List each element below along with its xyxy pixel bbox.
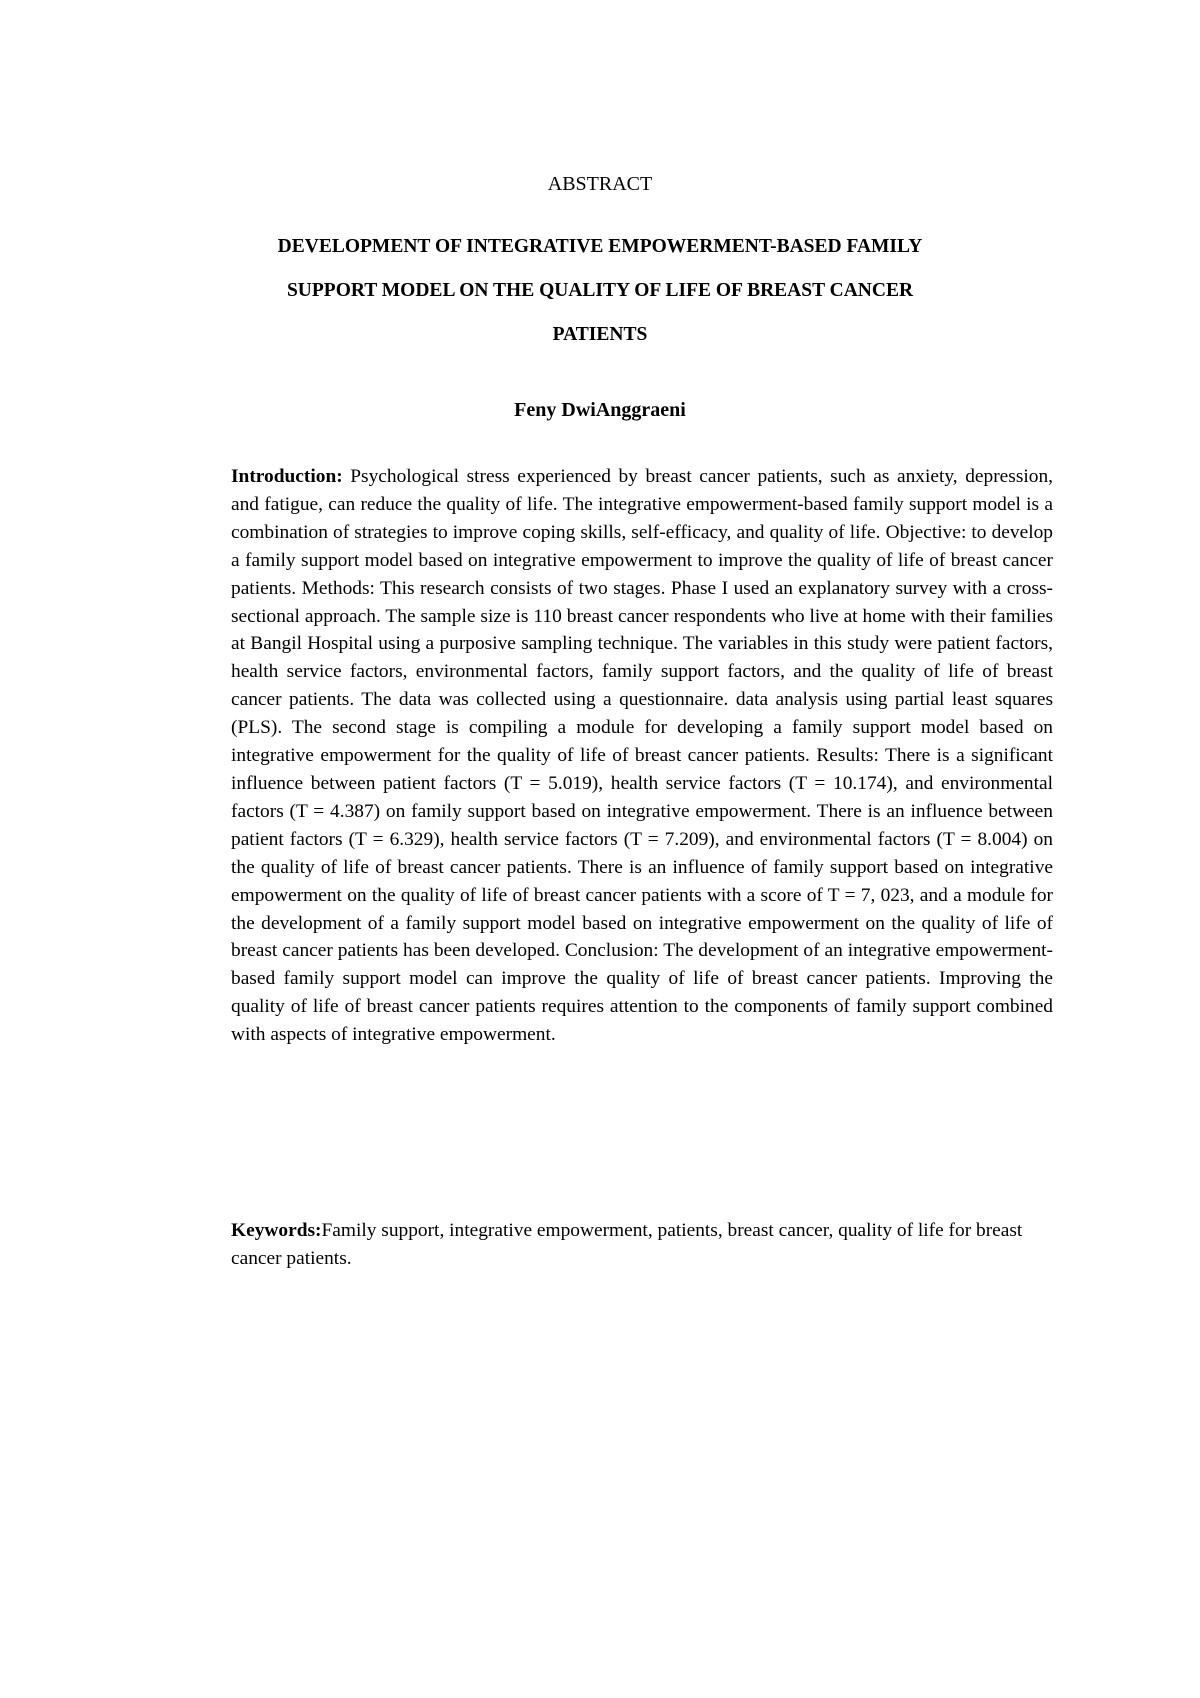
- author-name: Feny DwiAnggraeni: [514, 399, 686, 421]
- paper-title-line-1: DEVELOPMENT OF INTEGRATIVE EMPOWERMENT-BASED FAMILY: [277, 236, 923, 257]
- paper-title-line-3: PATIENTS: [552, 324, 648, 345]
- abstract-paragraph: [231, 463, 1053, 1049]
- abstract-text: Psychological stress experienced by breast cancer patients, such as anxiety, depression, and fatigue, can reduce the quality of life. The integrative empowerment-based family support model is a combination of strategies to improve coping skills, self-efficacy, and quality of life. Objective: to develop a family support model based on integrative empowerment to improve the quality of life of breast cancer patients. Methods: This research consists of two stages. Phase I used an explanatory survey with a cross-sectional approach. The sample size is 110 breast cancer respondents who live at home with their families at Bangil Hospital using a purposive sampling technique. The variables in this study were patient factors, health service factors, environmental factors, family support factors, and the quality of life of breast cancer patients. The data was collected using a questionnaire. data analysis using partial least squares (PLS). The second stage is compiling a module for developing a family support model based on integrative empowerment for the quality of life of breast cancer patients. Results: There is a significant influence between patient factors (T = 5.019), health service factors (T = 10.174), and environmental factors (T = 4.387) on family support based on integrative empowerment. There is an influence between patient factors (T = 6.329), health service factors (T = 7.209), and environmental factors (T = 8.004) on the quality of life of breast cancer patients. There is an influence of family support based on integrative empowerment on the quality of life of breast cancer patients with a score of T = 7, 023, and a module for the development of a family support model based on integrative empowerment on the quality of life of breast cancer patients has been developed. Conclusion: The development of an integrative empowerment-based family support model can improve the quality of life of breast cancer patients. Improving the quality of life of breast cancer patients requires attention to the components of family support combined with aspects of integrative empowerment.: [231, 466, 1053, 1046]
- keywords-paragraph: [231, 1217, 1053, 1273]
- keywords-text: Family support, integrative empowerment, patients, breast cancer, quality of life for breast cancer patients.: [231, 1220, 1023, 1269]
- abstract-heading: ABSTRACT: [547, 173, 653, 195]
- paper-title: [200, 225, 1000, 357]
- introduction-label: Introduction:: [231, 466, 343, 487]
- paper-title-line-2: SUPPORT MODEL ON THE QUALITY OF LIFE OF BREAST CANCER: [286, 280, 914, 301]
- keywords-label: Keywords:: [231, 1220, 322, 1241]
